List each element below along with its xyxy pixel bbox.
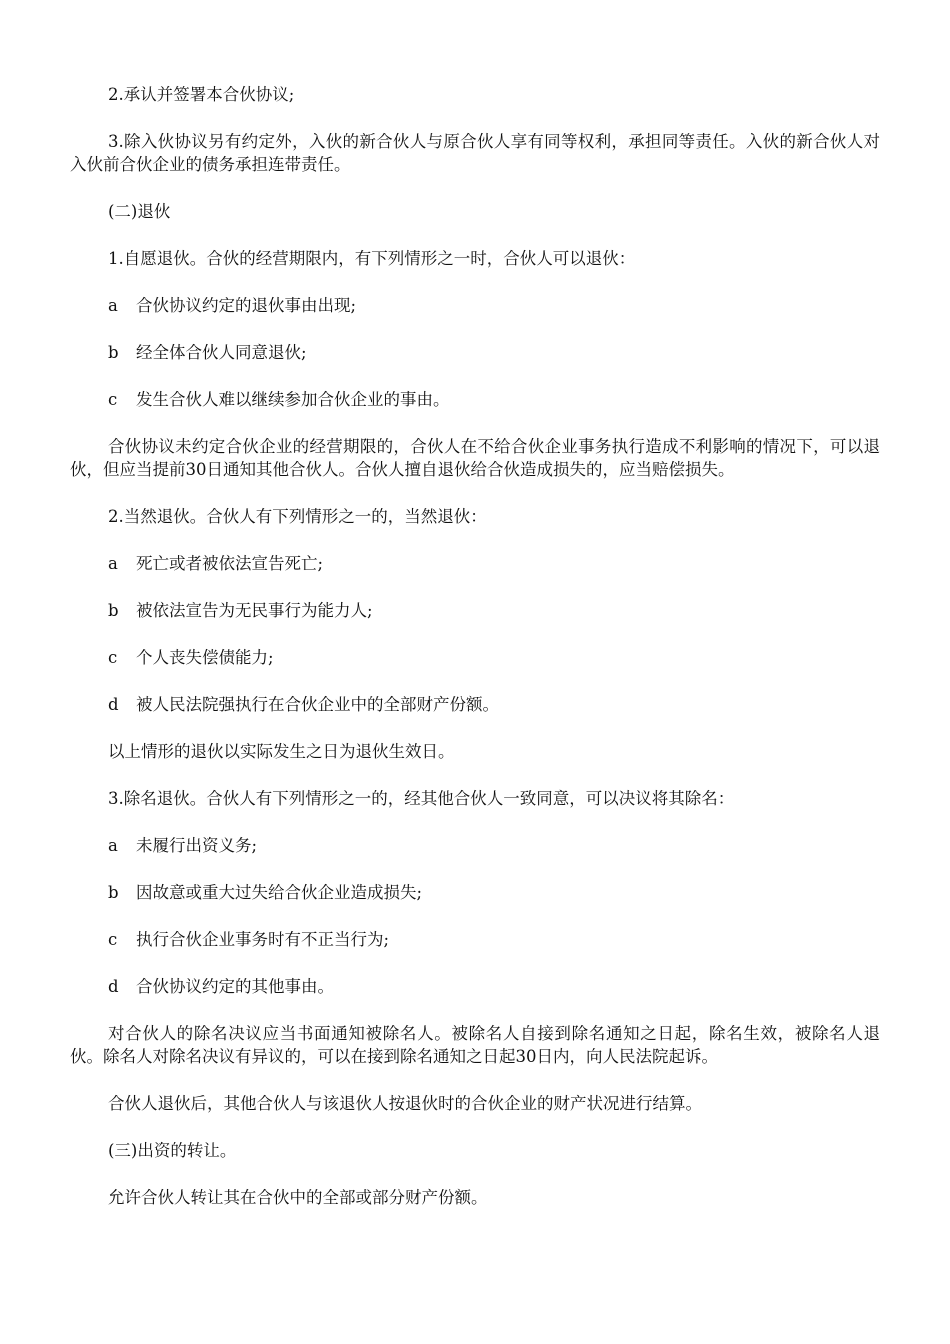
- list-item-text: 合伙协议约定的其他事由。: [136, 977, 334, 996]
- paragraph: 允许合伙人转让其在合伙中的全部或部分财产份额。: [108, 1188, 488, 1207]
- list-marker: c: [108, 390, 118, 409]
- paragraph: 1.自愿退伙。合伙的经营期限内，有下列情形之一时，合伙人可以退伙：: [108, 249, 636, 268]
- list-marker: d: [108, 977, 119, 996]
- list-item: [70, 881, 880, 904]
- paragraph: 以上情形的退伙以实际发生之日为退伙生效日。: [108, 742, 455, 761]
- list-marker: d: [108, 695, 119, 714]
- list-item: [70, 693, 880, 716]
- list-item-text: 经全体合伙人同意退伙;: [136, 343, 307, 362]
- list-marker: a: [108, 296, 118, 315]
- list-item: [70, 388, 880, 411]
- list-marker: a: [108, 554, 118, 573]
- list-item-text: 发生合伙人难以继续参加合伙企业的事由。: [136, 390, 450, 409]
- list-item: [70, 975, 880, 998]
- list-item: [70, 294, 880, 317]
- list-item-text: 被依法宣告为无民事行为能力人;: [136, 601, 373, 620]
- list-marker: b: [108, 601, 119, 620]
- paragraph: 合伙人退伙后，其他合伙人与该退伙人按退伙时的合伙企业的财产状况进行结算。: [108, 1094, 702, 1113]
- paragraph: 2.当然退伙。合伙人有下列情形之一的，当然退伙：: [108, 507, 487, 526]
- section-heading: (二)退伙: [108, 202, 171, 221]
- list-marker: c: [108, 648, 118, 667]
- list-item: [70, 928, 880, 951]
- paragraph: 合伙协议未约定合伙企业的经营期限的，合伙人在不给合伙企业事务执行造成不利影响的情况下，可以退伙，但应当提前30日通知其他合伙人。合伙人擅自退伙给合伙造成损失的，应当赔偿损失。: [70, 437, 880, 479]
- paragraph: 对合伙人的除名决议应当书面通知被除名人。被除名人自接到除名通知之日起，除名生效，被除名人退伙。除名人对除名决议有异议的，可以在接到除名通知之日起30日内，向人民法院起诉。: [70, 1024, 880, 1066]
- list-item: [70, 834, 880, 857]
- list-item-text: 被人民法院强执行在合伙企业中的全部财产份额。: [136, 695, 499, 714]
- list-item-text: 执行合伙企业事务时有不正当行为;: [136, 930, 390, 949]
- paragraph: 3.除名退伙。合伙人有下列情形之一的，经其他合伙人一致同意，可以决议将其除名：: [108, 789, 735, 808]
- list-item: [70, 599, 880, 622]
- list-item-text: 合伙协议约定的退伙事由出现;: [136, 296, 357, 315]
- list-marker: b: [108, 883, 119, 902]
- list-item-text: 个人丧失偿债能力;: [136, 648, 274, 667]
- list-item: [70, 552, 880, 575]
- list-item-text: 死亡或者被依法宣告死亡;: [136, 554, 324, 573]
- list-item: [70, 341, 880, 364]
- section-heading: (三)出资的转让。: [108, 1141, 237, 1160]
- list-item: [70, 646, 880, 669]
- list-item-text: 未履行出资义务;: [136, 836, 258, 855]
- list-marker: b: [108, 343, 119, 362]
- list-marker: c: [108, 930, 118, 949]
- list-item-text: 因故意或重大过失给合伙企业造成损失;: [136, 883, 423, 902]
- paragraph: 2.承认并签署本合伙协议;: [108, 85, 295, 104]
- paragraph: 3.除入伙协议另有约定外，入伙的新合伙人与原合伙人享有同等权利，承担同等责任。入伙的新合伙人对入伙前合伙企业的债务承担连带责任。: [70, 132, 880, 174]
- list-marker: a: [108, 836, 118, 855]
